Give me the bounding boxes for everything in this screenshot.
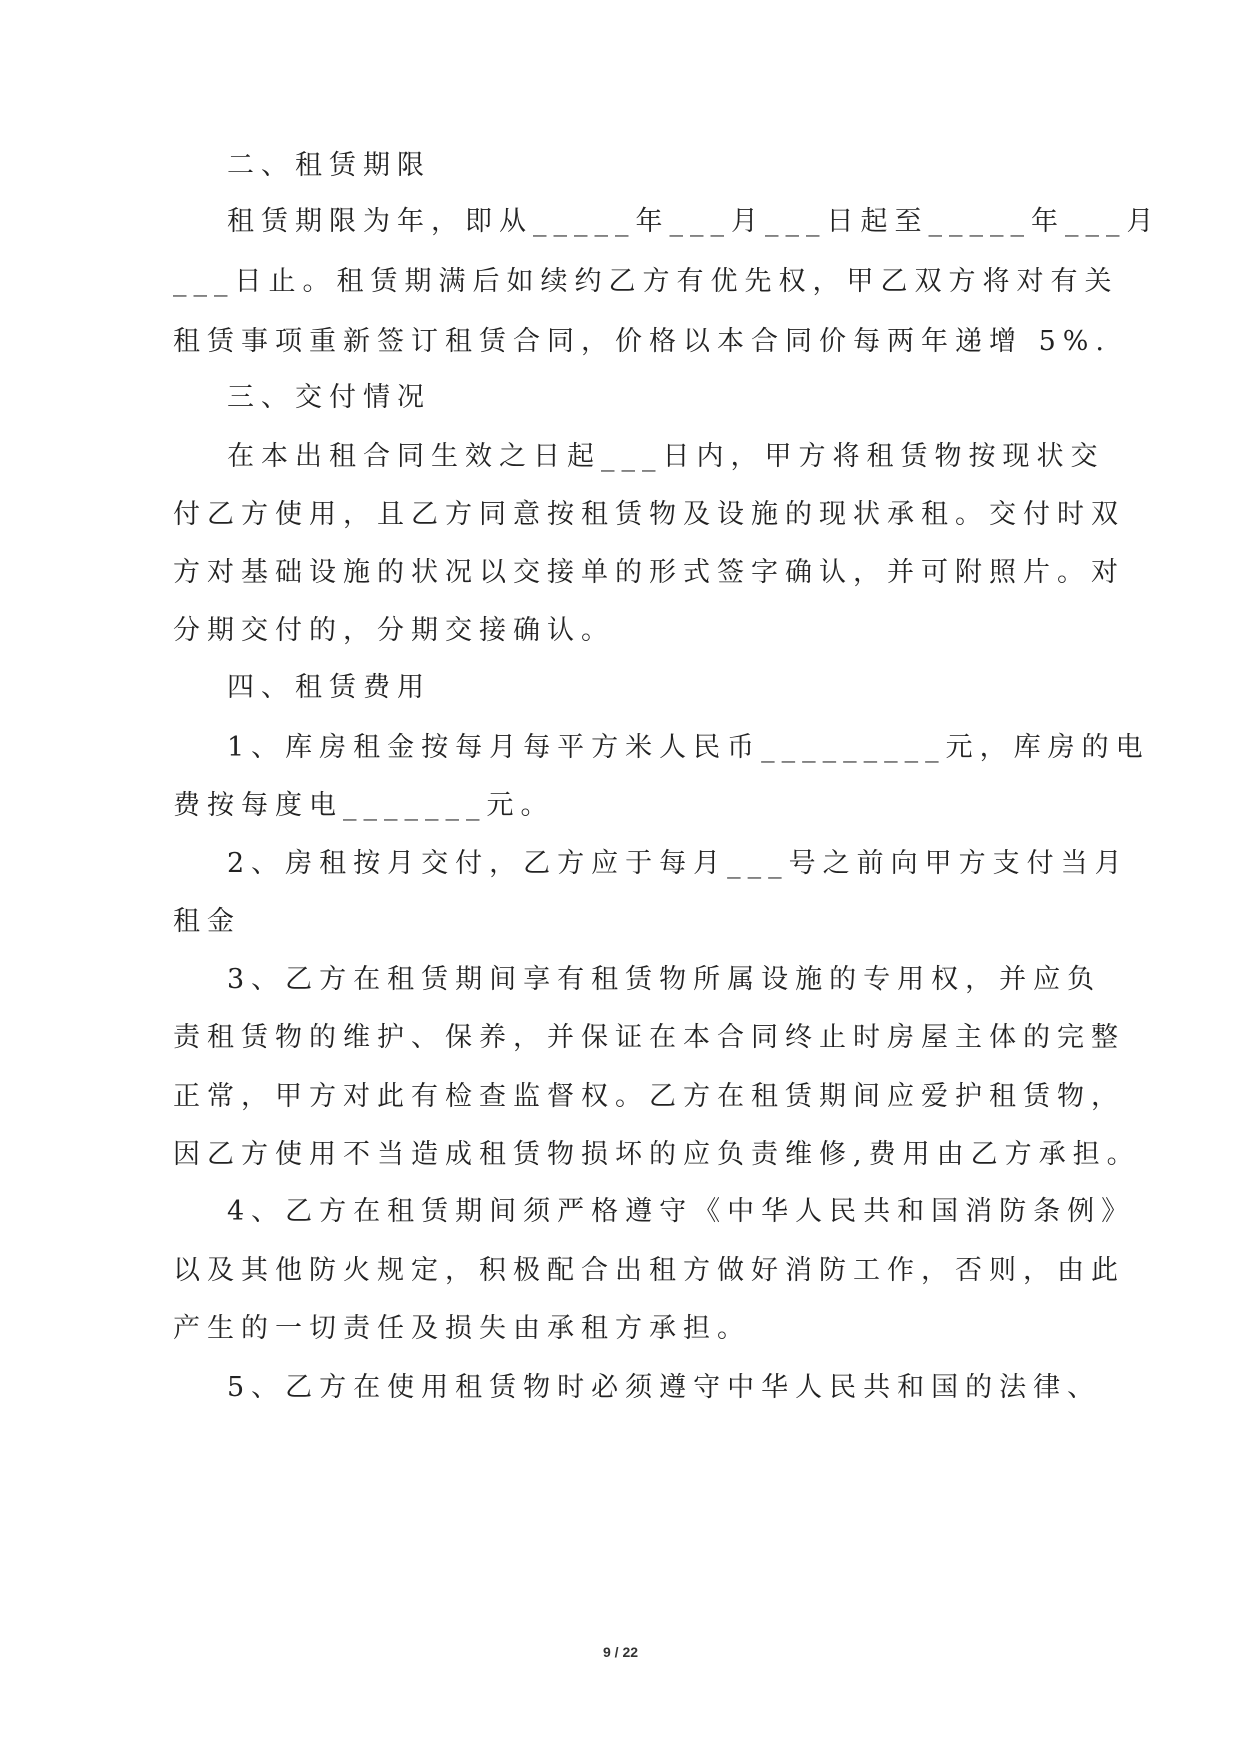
paragraph-line: 责租赁物的维护、保养，并保证在本合同终止时房屋主体的完整: [173, 1022, 1125, 1053]
paragraph-line: 以及其他防火规定，积极配合出租方做好消防工作，否则，由此: [173, 1255, 1125, 1286]
paragraph-line: 租赁期限为年，即从_____年___月___日起至_____年___月: [227, 206, 1161, 237]
paragraph-line: 正常，甲方对此有检查监督权。乙方在租赁期间应爱护租赁物，: [173, 1081, 1125, 1112]
paragraph-line: 产生的一切责任及损失由承租方承担。: [173, 1313, 751, 1344]
paragraph-line: 在本出租合同生效之日起___日内，甲方将租赁物按现状交: [227, 441, 1105, 472]
paragraph-line: ___日止。租赁期满后如续约乙方有优先权，甲乙双方将对有关: [173, 266, 1119, 297]
paragraph-line: 因乙方使用不当造成租赁物损坏的应负责维修,费用由乙方承担。: [173, 1139, 1141, 1170]
paragraph-line: 分期交付的，分期交接确认。: [173, 615, 615, 646]
paragraph-line: 4、乙方在租赁期间须严格遵守《中华人民共和国消防条例》: [227, 1196, 1136, 1227]
paragraph-line: 1、库房租金按每月每平方米人民币_________元，库房的电: [227, 732, 1150, 763]
paragraph-line: 2、房租按月交付，乙方应于每月___号之前向甲方支付当月: [227, 848, 1129, 879]
section-heading-fees: 四、租赁费用: [227, 672, 431, 703]
paragraph-line: 3、乙方在租赁期间享有租赁物所属设施的专用权，并应负: [227, 964, 1102, 995]
paragraph-line: 费按每度电_______元。: [173, 790, 555, 821]
paragraph-line: 租金: [173, 906, 241, 937]
page-number: 9 / 22: [602, 1644, 639, 1660]
paragraph-line: 方对基础设施的状况以交接单的形式签字确认，并可附照片。对: [173, 557, 1125, 588]
paragraph-line: 5、乙方在使用租赁物时必须遵守中华人民共和国的法律、: [227, 1372, 1102, 1403]
paragraph-line: 租赁事项重新签订租赁合同，价格以本合同价每两年递增 5%.: [173, 326, 1111, 357]
paragraph-line: 付乙方使用，且乙方同意按租赁物及设施的现状承租。交付时双: [173, 499, 1125, 530]
section-heading-delivery: 三、交付情况: [227, 382, 431, 413]
section-heading-lease-term: 二、租赁期限: [227, 150, 431, 181]
